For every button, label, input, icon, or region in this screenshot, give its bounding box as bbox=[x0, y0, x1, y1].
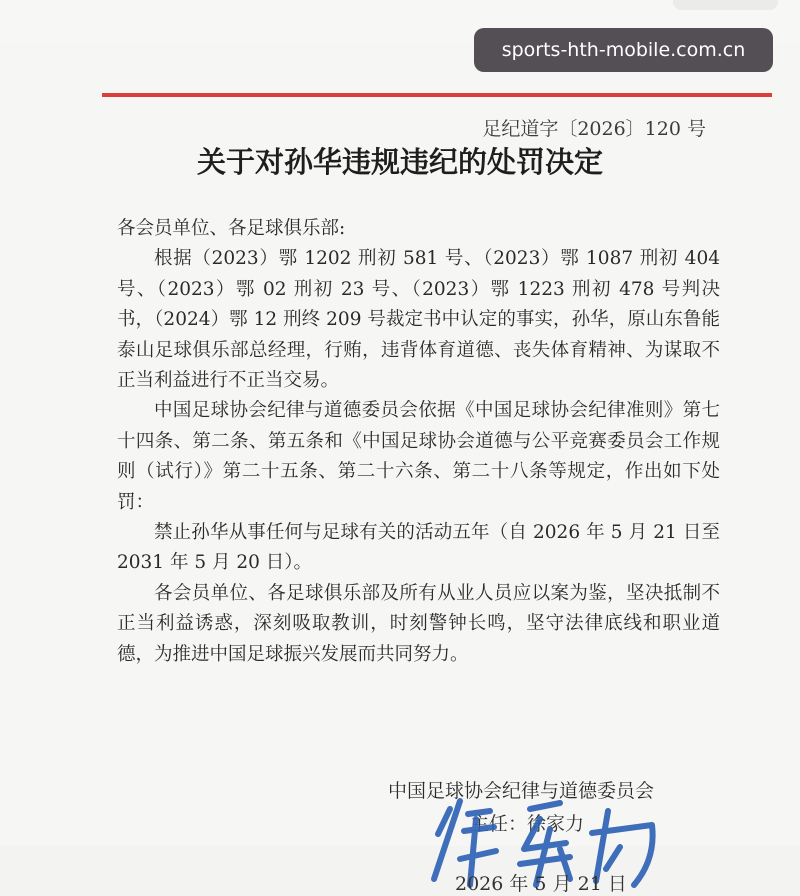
salutation: 各会员单位、各足球俱乐部: bbox=[117, 218, 346, 239]
committee-chief: 主任：徐家力 bbox=[470, 813, 585, 835]
document-title: 关于对孙华违规违纪的处罚决定 bbox=[196, 145, 603, 179]
paragraph-facts: 根据（2023）鄂 1202 刑初 581 号、（2023）鄂 1087 刑初 404 号、（2023）鄂 02 刑初 23 号、（2023）鄂 1223 刑初 478 号判决书，（2024）鄂 12 刑终 209 号裁定书中认定的事实，孙华，原山东鲁能泰山足球俱乐部总经理，行贿，违背体育道德、丧失体育精神、为谋取不正当利益进行不正当交易。 bbox=[117, 248, 720, 392]
red-header-rule bbox=[102, 93, 772, 97]
watermark: sports-hth-mobile.com.cn bbox=[474, 28, 773, 72]
top-bar-button[interactable] bbox=[673, 0, 778, 10]
issuing-committee: 中国足球协会纪律与道德委员会 bbox=[388, 780, 655, 802]
document-number: 足纪道字〔2026〕120 号 bbox=[482, 118, 706, 140]
paragraph-penalty: 禁止孙华从事任何与足球有关的活动五年（自 2026 年 5 月 21 日至 2031 年 5 月 20 日）。 bbox=[117, 522, 720, 574]
paragraph-basis: 中国足球协会纪律与道德委员会依据《中国足球协会纪律准则》第七十四条、第二条、第五条和《中国足球协会道德与公平竞赛委员会工作规则（试行）》第二十五条、第二十六条、第二十八条等规定，作出如下处罚： bbox=[117, 400, 720, 513]
document-page bbox=[0, 44, 800, 895]
paragraph-warning: 各会员单位、各足球俱乐部及所有从业人员应以案为鉴，坚决抵制不正当利益诱惑，深刻吸取教训，时刻警钟长鸣，坚守法律底线和职业道德，为推进中国足球振兴发展而共同努力。 bbox=[117, 582, 720, 665]
document-date: 2026 年 5 月 21 日 bbox=[455, 873, 627, 895]
document-body bbox=[117, 214, 720, 670]
